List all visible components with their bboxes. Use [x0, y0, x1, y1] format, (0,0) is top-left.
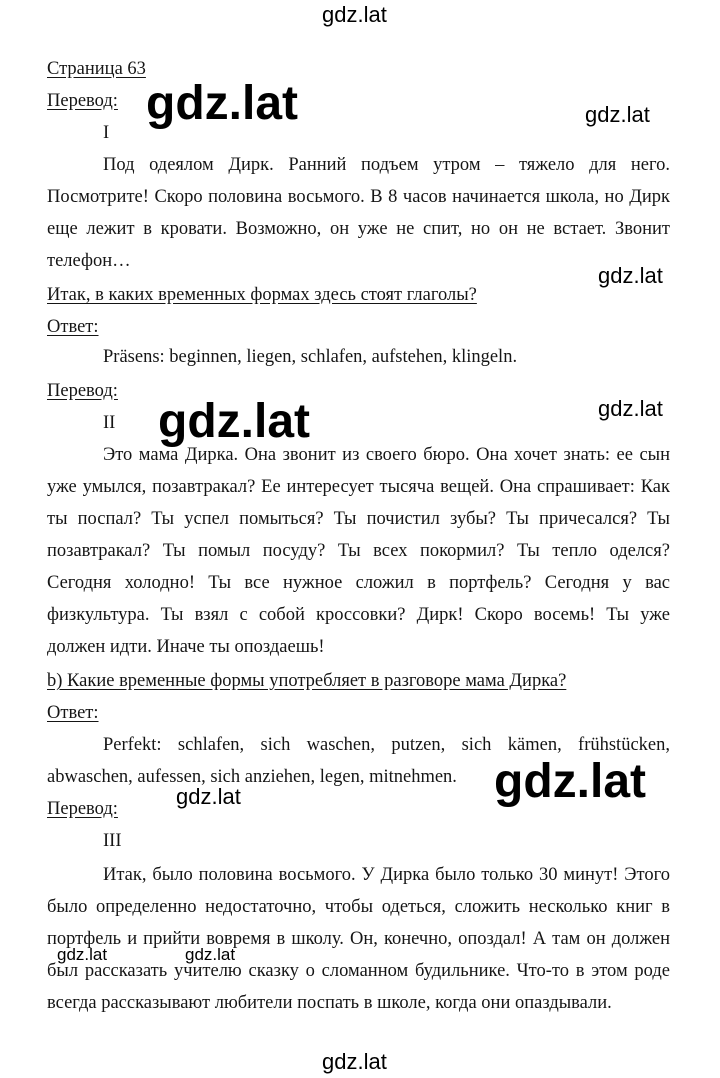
translation-label-2: Перевод: — [47, 381, 118, 401]
answer-2-line: abwaschen, aufessen, sich anziehen, legen, mitnehmen. — [47, 767, 457, 787]
paragraph-line: был рассказать учителю сказку о сломанном будильнике. Что-то в этом роде — [47, 961, 670, 981]
answer-1: Präsens: beginnen, liegen, schlafen, aufstehen, klingeln. — [103, 347, 518, 367]
watermark-right-1: gdz.lat — [585, 102, 650, 127]
paragraph-line: телефон… — [47, 251, 131, 271]
watermark-large-1: gdz.lat — [146, 77, 298, 130]
question-2: b) Какие временные формы употребляет в разговоре мама Дирка? — [47, 671, 567, 691]
answer-label-2: Ответ: — [47, 703, 99, 723]
paragraph-line: еще лежит в кровати. Возможно, он уже не спит, но он не встает. Звонит — [47, 219, 670, 239]
watermark-bottom: gdz.lat — [322, 1049, 387, 1074]
paragraph-line: уже умылся, позавтракал? Ее интересует тысяча вещей. Она спрашивает: Как — [47, 477, 670, 497]
paragraph-line: Это мама Дирка. Она звонит из своего бюро. Она хочет знать: ее сын — [103, 445, 670, 465]
paragraph-line: всегда рассказывают любители поспать в школе, когда они опаздывали. — [47, 993, 612, 1013]
paragraph-line: должен идти. Иначе ты опоздаешь! — [47, 637, 325, 657]
page-label: Страница 63 — [47, 59, 146, 79]
watermark-large-2: gdz.lat — [158, 395, 310, 448]
watermark-small-1: gdz.lat — [57, 945, 108, 964]
translation-label-1: Перевод: — [47, 91, 118, 111]
paragraph-line: физкультура. Ты взял с собой кроссовки? Дирк! Скоро восемь! Ты уже — [47, 605, 670, 625]
watermark-right-3: gdz.lat — [598, 396, 663, 421]
paragraph-line: ты поспал? Ты успел помыться? Ты почистил зубы? Ты причесался? Ты — [47, 509, 670, 529]
answer-label-1: Ответ: — [47, 317, 99, 337]
watermark-small-2: gdz.lat — [185, 945, 236, 964]
watermark-large-3: gdz.lat — [494, 755, 646, 808]
paragraph-line: позавтракал? Ты помыл посуду? Ты всех покормил? Ты тепло оделся? — [47, 541, 670, 561]
paragraph-line: Посмотрите! Скоро половина восьмого. В 8 часов начинается школа, но Дирк — [47, 187, 670, 207]
translation-label-3: Перевод: — [47, 799, 118, 819]
paragraph-line: Под одеялом Дирк. Ранний подъем утром – тяжело для него. — [103, 155, 670, 175]
section-roman-3: III — [103, 831, 122, 851]
paragraph-line: Итак, было половина восьмого. У Дирка было только 30 минут! Этого — [103, 865, 670, 885]
paragraph-line: Сегодня холодно! Ты все нужное сложил в портфель? Сегодня у вас — [47, 573, 670, 593]
watermark-mid: gdz.lat — [176, 784, 241, 809]
watermark-top: gdz.lat — [322, 2, 387, 27]
paragraph-line: было определенно недостаточно, чтобы одеться, сложить несколько книг в — [47, 897, 670, 917]
watermark-right-2: gdz.lat — [598, 263, 663, 288]
answer-2-line: Perfekt: schlafen, sich waschen, putzen, sich kämen, frühstücken, — [103, 735, 670, 755]
paragraph-line: портфель и прийти вовремя в школу. Он, конечно, опоздал! А там он должен — [47, 929, 670, 949]
section-roman-2: II — [103, 413, 116, 433]
section-roman-1: I — [103, 123, 110, 143]
question-1: Итак, в каких временных формах здесь стоят глаголы? — [47, 285, 477, 305]
